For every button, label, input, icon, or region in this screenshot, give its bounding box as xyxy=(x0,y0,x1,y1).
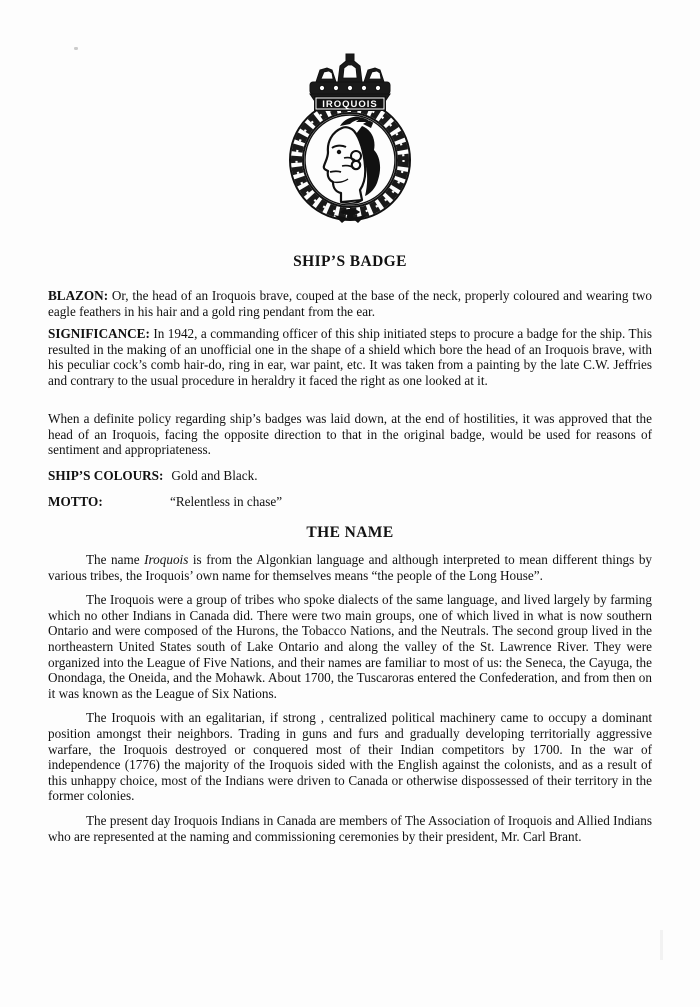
ships-colours-block xyxy=(48,468,652,494)
motto-block xyxy=(48,494,652,520)
name-p1-before-italic: The name xyxy=(86,552,145,567)
name-p1-after-italic: is from the Algonkian language and although interpreted to mean different things by various tribes, the Iroquois’ own name for themselves means “the people of the Long House”. xyxy=(48,552,653,583)
badge-ship-name: IROQUOIS xyxy=(322,99,378,110)
the-name-body xyxy=(48,552,652,853)
significance-block xyxy=(48,326,652,397)
blazon-label: BLAZON: xyxy=(48,288,109,303)
name-paragraph-4: The present day Iroquois Indians in Canada are members of The Association of Iroquois and Allied Indians who are represented at the naming and commissioning ceremonies by their president, Mr. Carl Brant. xyxy=(48,812,652,844)
naval-ship-badge-icon xyxy=(270,52,430,230)
motto-value: “Relentless in chase” xyxy=(170,494,283,509)
ships-colours-row xyxy=(48,468,652,484)
scan-artifact-edge xyxy=(660,930,663,960)
the-name-heading: THE NAME xyxy=(306,524,394,541)
ship-badge-container xyxy=(0,52,700,235)
motto-label: MOTTO: xyxy=(48,494,103,509)
scan-artifact-speck xyxy=(74,47,78,50)
blazon-paragraph xyxy=(48,288,652,319)
ships-badge-heading: SHIP’S BADGE xyxy=(293,253,407,270)
blazon-block xyxy=(48,288,652,328)
significance-text: In 1942, a commanding officer of this ship initiated steps to procure a badge for the ship. This resulted in the making of an unofficial one in the shape of a shield which bore the head of an Iroquois brave, with his peculiar cock’s comb hair-do, ring in ear, war paint, etc. It was taken from a painting by the late C.W. Jeffries and contrary to the usual procedure in heraldry it faced the right as one looked at it. xyxy=(48,326,652,388)
policy-block xyxy=(48,411,652,467)
name-paragraph-2: The Iroquois were a group of tribes who spoke dialects of the same language, and lived largely by farming which no other Indians in Canada did. There were two main groups, one of which lived in what is now southern Ontario and were composed of the Hurons, the Tobacco Nations, and the Neutrals. The second group lived in the northeastern United States south of Lake Ontario and along the valley of the St. Lawrence River. They were organized into the League of Five Nations, and their names are familiar to most of us: the Seneca, the Cayuga, the Onondaga, the Oneida, and the Mohawk. About 1700, the Tuscaroras entered the Confederation, and from then on it was known as the League of Six Nations. xyxy=(48,592,652,701)
name-paragraph-1 xyxy=(48,552,652,583)
badge-nameplate xyxy=(314,96,386,111)
significance-paragraph xyxy=(48,326,652,388)
name-p1-italic-term: Iroquois xyxy=(144,552,189,567)
policy-paragraph: When a definite policy regarding ship’s badges was laid down, at the end of hostilities, it was approved that the head of an Iroquois, facing the opposite direction to that in the original badge, would be used for reasons of sentiment and appropriateness. xyxy=(48,411,652,458)
blazon-text: Or, the head of an Iroquois brave, couped at the base of the neck, properly coloured and wearing two eagle feathers in his hair and a gold ring pendant from the ear. xyxy=(48,288,652,319)
name-paragraph-3: The Iroquois with an egalitarian, if strong , centralized political machinery came to occupy a dominant position amongst their neighbors. Trading in guns and furs and gradually developing territorially aggressive warfare, the Iroquois destroyed or conquered most of their Indian competitors by 1700. In the war of independence (1776) the majority of the Iroquois sided with the English against the colonists, and as a result of this unhappy choice, most of the Indians were driven to Canada or otherwise dispossessed of their territory in the former colonies. xyxy=(48,710,652,804)
significance-label: SIGNIFICANCE: xyxy=(48,326,150,341)
motto-row xyxy=(48,494,652,510)
ships-colours-value: Gold and Black. xyxy=(171,468,258,483)
ships-colours-label: SHIP’S COLOURS: xyxy=(48,468,164,483)
